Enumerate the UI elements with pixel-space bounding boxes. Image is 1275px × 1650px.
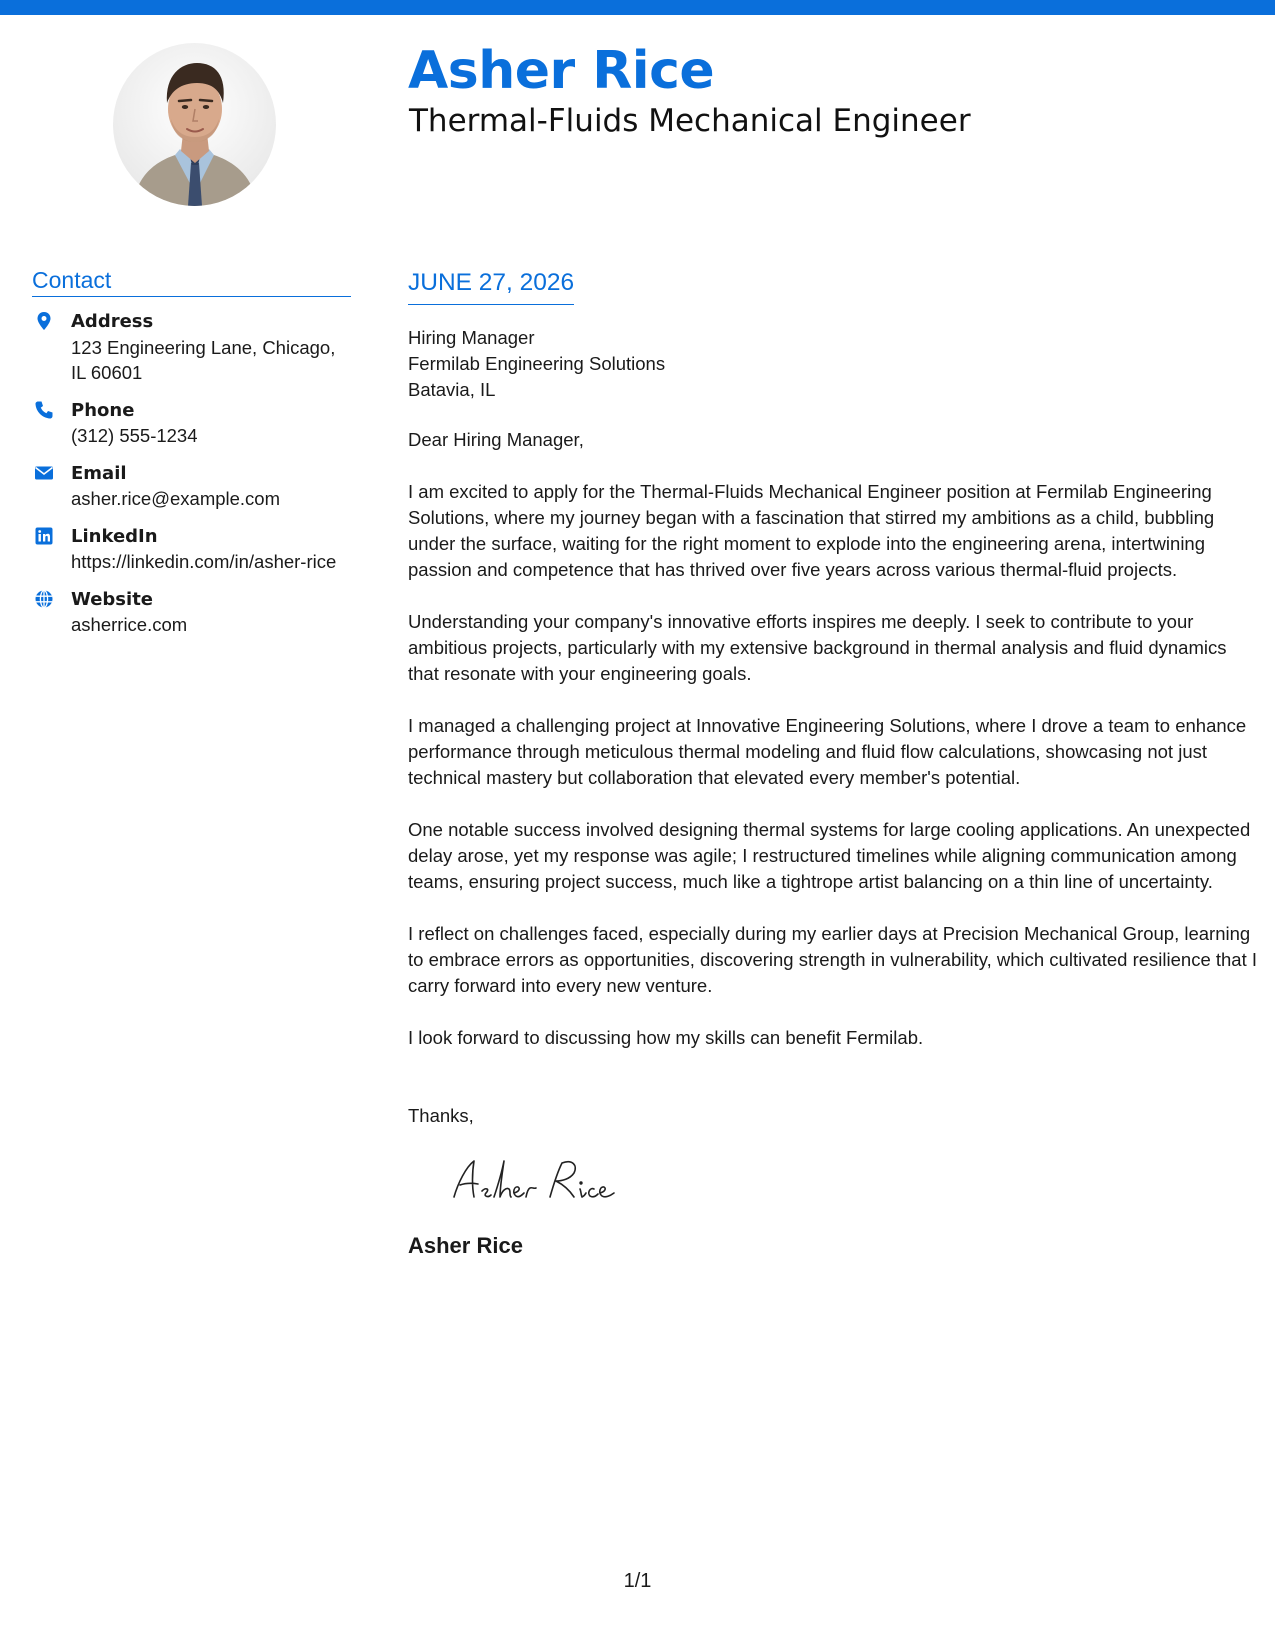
- letter-body: [408, 266, 1258, 1260]
- contact-email-value[interactable]: asher.rice@example.com: [71, 488, 281, 509]
- recipient-line: Hiring Manager: [408, 327, 535, 348]
- contact-phone-label: Phone: [71, 399, 135, 421]
- top-accent-bar: [0, 0, 1275, 15]
- salutation: Dear Hiring Manager,: [408, 429, 584, 450]
- contact-linkedin-value[interactable]: https://linkedin.com/in/asher-rice: [71, 551, 337, 572]
- letter-paragraph: I am excited to apply for the Thermal-Fluids Mechanical Engineer position at Fermilab Engineering Solutions, where my journey began with a fascination that stirred my ambitions as a child, bubbling under the surface, waiting for the right moment to explode into the engineering arena, intertwining passion and competence that has thrived over five years across various thermal-fluid projects.: [408, 481, 1215, 580]
- recipient-block: [408, 325, 1258, 403]
- recipient-line: Batavia, IL: [408, 379, 496, 400]
- contact-address-label: Address: [71, 311, 154, 332]
- applicant-title: Thermal-Fluids Mechanical Engineer: [409, 103, 971, 139]
- contact-linkedin-label: LinkedIn: [71, 525, 158, 547]
- contact-website-value[interactable]: asherrice.com: [71, 614, 188, 635]
- letter-date: JUNE 27, 2026: [408, 266, 574, 305]
- contact-address-value: 123 Engineering Lane, Chicago, IL 60601: [71, 336, 336, 383]
- phone-icon: [34, 400, 54, 420]
- profile-photo: [113, 43, 276, 206]
- envelope-icon: [34, 463, 54, 483]
- recipient-line: Fermilab Engineering Solutions: [408, 353, 666, 374]
- letter-paragraph: I reflect on challenges faced, especially during my earlier days at Precision Mechanical Group, learning to embrace errors as opportunities, discovering strength in vulnerability, which cultivated resilience that I carry forward into every new venture.: [408, 923, 1258, 996]
- location-pin-icon: [34, 311, 54, 331]
- handwritten-signature: [448, 1153, 648, 1207]
- profile-photo-image: [113, 43, 276, 206]
- contact-phone-value: (312) 555-1234: [71, 425, 198, 446]
- signer-name: Asher Rice: [408, 1233, 523, 1258]
- contact-phone: [32, 398, 351, 449]
- closing: Thanks,: [408, 1105, 474, 1126]
- contact-linkedin: [32, 524, 351, 575]
- contact-email-label: Email: [71, 462, 127, 484]
- globe-icon: [34, 589, 54, 609]
- contact-website: [32, 587, 351, 638]
- letter-paragraph: I managed a challenging project at Innovative Engineering Solutions, where I drove a team to enhance performance through meticulous thermal modeling and fluid flow calculations, showcasing not just technical mastery but collaboration that elevated every member's potential.: [408, 715, 1247, 788]
- linkedin-icon: [34, 526, 54, 546]
- letter-paragraph: One notable success involved designing thermal systems for large cooling applications. An unexpected delay arose, yet my response was agile; I restructured timelines while aligning communication among teams, ensuring project success, much like a tightrope artist balancing on a thin line of uncertainty.: [408, 819, 1251, 892]
- contact-website-label: Website: [71, 588, 154, 610]
- contact-address: [32, 309, 351, 386]
- letter-paragraph: I look forward to discussing how my skills can benefit Fermilab.: [408, 1027, 924, 1048]
- letter-paragraph: Understanding your company's innovative efforts inspires me deeply. I seek to contribute to your ambitious projects, particularly with my extensive background in thermal analysis and fluid dynamics that resonate with your engineering goals.: [408, 611, 1227, 684]
- contact-heading: Contact: [32, 266, 351, 297]
- contact-sidebar: [32, 266, 351, 650]
- applicant-name: Asher Rice: [408, 41, 715, 101]
- page-number: 1/1: [623, 1570, 652, 1592]
- contact-email: [32, 461, 351, 512]
